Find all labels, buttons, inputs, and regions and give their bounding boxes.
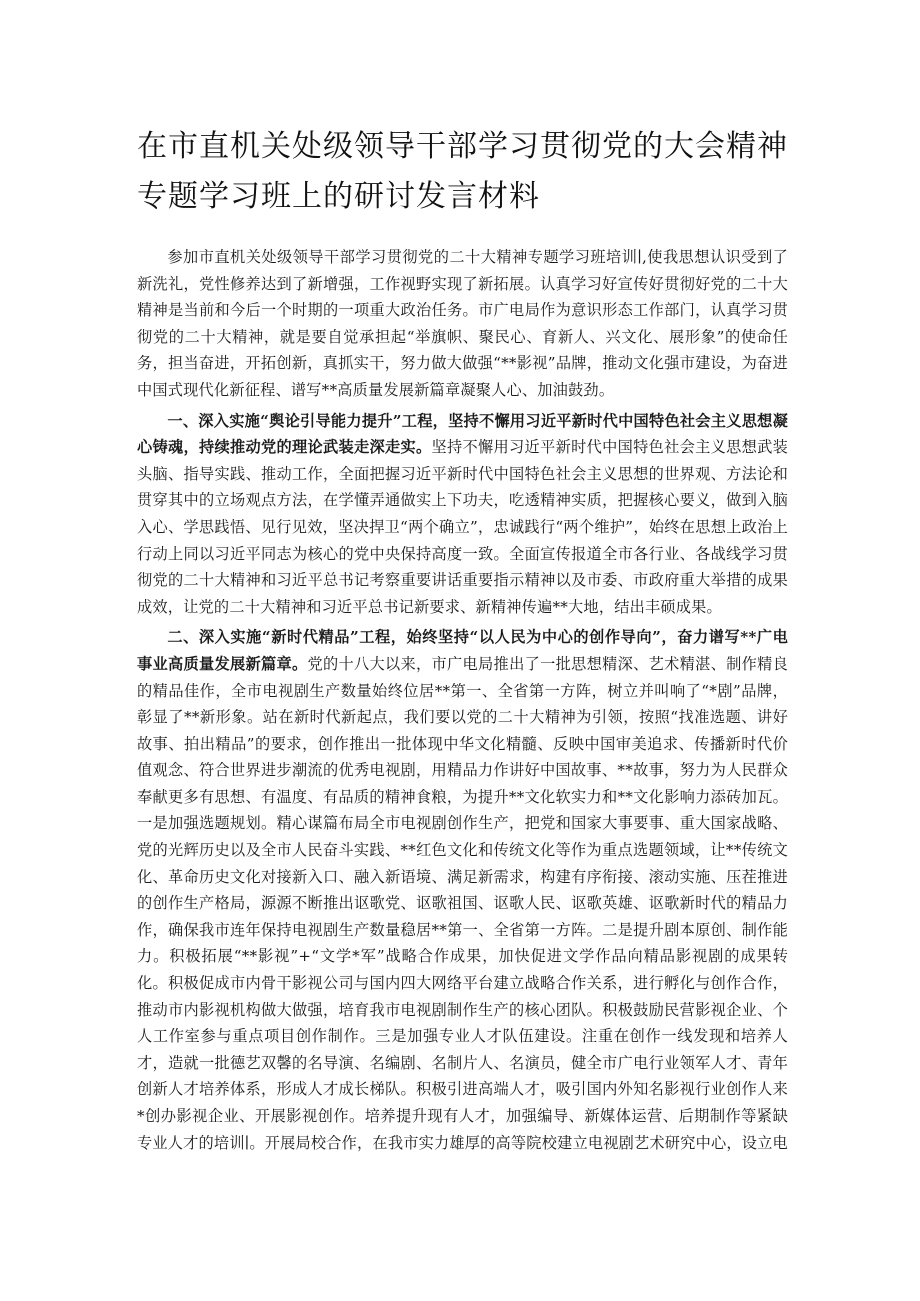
section-1-heading: 一、深入实施“舆论引导能力提升”工程，坚持不懈用习近平新时代中国特色社会主义思想凝心铸魂，持续推动党的理论武装走深走实。	[137, 411, 788, 457]
intro-paragraph: 参加市直机关处级领导干部学习贯彻党的二十大精神专题学习班培训∣,使我思想认识受到了新洗礼，党性修养达到了新增强，工作视野实现了新拓展。认真学习好宣传好贯彻好党的二十大精神是当前和今后一个时期的一项重大政治任务。市广电局作为意识形态工作部门，认真学习贯彻党的二十大精神，就是要自觉承担起“举旗帜、聚民心、育新人、兴文化、展形象”的使命任务，担当奋进，开拓创新，真抓实干，努力做大做强“**影视”品牌，推动文化强市建设，为奋进中国式现代化新征程、谱写**高质量发展新篇章凝聚人心、加油鼓劲。	[137, 248, 788, 399]
section-1-paragraph	[137, 408, 788, 621]
section-2-body: 党的十八大以来，市广电局推出了一批思想精深、艺术精湛、制作精良的精品佳作，全市电视剧生产数量始终位居**第一、全省第一方阵，树立并叫响了“*剧”品牌，彰显了**新形象。站在新时代新起点，我们要以党的二十大精神为引领，按照“找准选题、讲好故事、拍出精品”的要求，创作推出一批体现中华文化精髓、反映中国审美追求、传播新时代价值观念、符合世界进步潮流的优秀电视剧，用精品力作讲好中国故事、**故事，努力为人民群众奉献更多有思想、有温度、有品质的精神食粮，为提升**文化软实力和**文化影响力添砖加瓦。一是加强选题规划。精心谋篇布局全市电视剧创作生产，把党和国家大事要事、重大国家战略、党的光辉历史以及全市人民奋斗实践、**红色文化和传统文化等作为重点选题领域，让**传统文化、革命历史文化对接新入口、融入新语境、满足新需求，构建有序衔接、滚动实施、压茬推进的创作生产格局，源源不断推出讴歌党、讴歌祖国、讴歌人民、讴歌英雄、讴歌新时代的精品力作，确保我市连年保持电视剧生产数量稳居**第一、全省第一方阵。二是提升剧本原创、制作能力。积极拓展“**影视”+“文学*军”战略合作成果，加快促进文学作品向精品影视剧的成果转化。积极促成市内骨干影视公司与国内四大网络平台建立战略合作关系，进行孵化与创作合作，推动市内影视机构做大做强，培育我市电视剧制作生产的核心团队。积极鼓励民营影视企业、个人工作室参与重点项目创作制作。三是加强专业人才队伍建设。注重在创作一线发现和培养人才，造就一批德艺双馨的名导演、名编剧、名制片人、名演员，健全市广电行业领军人才、青年创新人才培养体系，形成人才成长梯队。积极引进高端人才，吸引国内外知名影视行业创作人来*创办影视企业、开展影视创作。培养提升现有人才，加强编导、新媒体运营、后期制作等紧缺专业人才的培训∣。开展局校合作，在我市实力雄厚的高等院校建立电视剧艺术研究中心，设立电	[137, 654, 788, 1152]
document-title: 在市直机关处级领导干部学习贯彻党的大会精神专题学习班上的研讨发言材料	[137, 129, 788, 214]
section-2-heading: 二、深入实施“新时代精品”工程，始终坚持“以人民为中心的创作导向”，奋力谱写**广电事业高质量发展新篇章。	[137, 628, 788, 673]
section-1-body: 坚持不懈用习近平新时代中国特色社会主义思想武装头脑、指导实践、推动工作，全面把握习近平新时代中国特色社会主义思想的世界观、方法论和贯穿其中的立场观点方法，在学懂弄通做实上下功夫，吃透精神实质，把握核心要义，做到入脑入心、学思践悟、见行见效，坚决捍卫“两个确立”，忠诚践行“两个维护”，始终在思想上政治上行动上同以习近平同志为核心的党中央保持高度一致。全面宣传报道全市各行业、各战线学习贯彻党的二十大精神和习近平总书记考察重要讲话重要指示精神以及市委、市政府重大举措的成果成效，让党的二十大精神和习近平总书记新要求、新精神传遍**大地，结出丰硕成果。	[137, 438, 788, 616]
section-2-paragraph	[137, 624, 788, 1156]
